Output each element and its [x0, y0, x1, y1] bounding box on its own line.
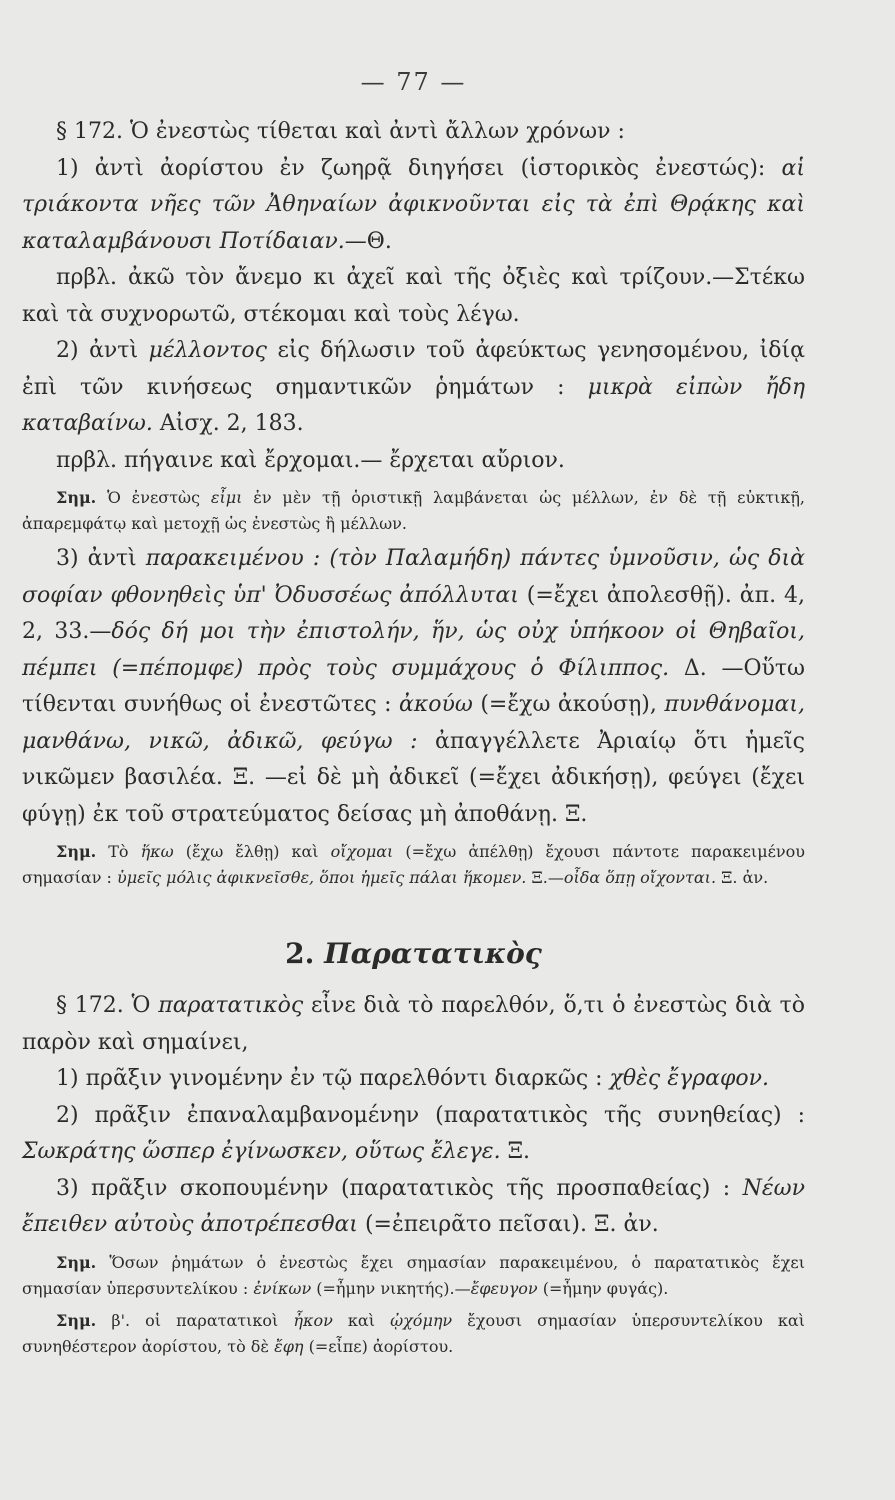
- section-2-heading: [22, 988, 805, 1061]
- imperfect-note-2: [22, 1308, 805, 1360]
- page-number: — 77 —: [360, 68, 467, 96]
- note-2-em-d: οἶδα ὅπῃ οἴχονται.: [563, 868, 717, 887]
- item-1-compare-text: πρβλ. ἀκῶ τὸν ἄνεμο κι ἀχεῖ καὶ τῆς ὀξιὲς καὶ τρίζουν.—Στέκω καὶ τὰ συχνορωτῶ, στέκομαι καὶ τοὺς λέγω.: [22, 265, 805, 327]
- item-3-text-c: —Οὕτω τίθενται συνήθως οἱ ἐνεστῶτες :: [22, 655, 805, 717]
- imperfect-item-3-text: 3) πρᾶξιν σκοπουμένην (παρατατικὸς τῆς προσπαθείας) :: [56, 1175, 731, 1201]
- imperfect-note-1-text-c: (=ἦμην φυγάς).: [542, 1278, 669, 1298]
- note-2: [22, 839, 805, 891]
- item-3-verbs-b: πυνθάνομαι, μανθάνω, νικῶ, ἀδικῶ, φεύγω :: [22, 692, 806, 754]
- item-2-compare: [22, 443, 805, 480]
- imperfect-note-2-em-b: ᾠχόμην: [390, 1310, 453, 1330]
- item-3-example-c: πρὸς τοὺς συμμάχους ὁ Φίλιππος.: [258, 655, 670, 681]
- item-2-future: [22, 333, 805, 443]
- imperfect-item-2: [22, 1098, 805, 1171]
- item-1-text: 1) ἀντὶ ἀορίστου ἐν ζωηρᾷ διηγήσει (ἱστορικὸς ἐνεστώς):: [56, 155, 766, 181]
- item-3-gloss-c: (=ἔχω ἀκούσῃ),: [480, 692, 657, 717]
- imperfect-item-3: [22, 1171, 805, 1244]
- imperfect-note-2-text-a: β'. οἱ παρατατικοὶ: [111, 1310, 279, 1330]
- imperfect-note-1: [22, 1250, 805, 1302]
- imperfect-note-2-label: Σημ.: [56, 1310, 97, 1330]
- note-2-text-c: (=ἔχω ἀπέλθῃ) ἔχουσι πάντοτε παρακειμένου σημασίαν :: [22, 842, 805, 887]
- item-2-compare-text: πρβλ. πήγαινε καὶ ἔρχομαι.— ἔρχεται αὔριον.: [56, 447, 565, 473]
- imperfect-note-1-label: Σημ.: [56, 1252, 97, 1272]
- note-2-em-c: ὑμεῖς μόλις ἀφικνεῖσθε, ὅποι ἡμεῖς πάλαι ἥκομεν.: [117, 868, 527, 887]
- item-1-example: αἱ τριάκοντα νῆες τῶν Ἀθηναίων ἀφικνοῦνται εἰς τὰ ἐπὶ Θρᾴκης καὶ καταλαμβάνουσι Ποτίδαιαν.: [22, 155, 805, 254]
- section-172-heading-text: § 172. Ὁ ἐνεστὼς τίθεται καὶ ἀντὶ ἄλλων χρόνων :: [56, 119, 625, 144]
- note-2-text-e: Ξ. ἀν.: [721, 868, 769, 887]
- item-1-source: —Θ.: [344, 228, 392, 254]
- section-2-heading-b: εἶνε διὰ τὸ παρελθόν, ὅ,τι ὁ ἐνεστὼς διὰ τὸ παρὸν καὶ σημαίνει,: [22, 993, 805, 1055]
- item-3-gloss-b: (=πέπομφε): [112, 655, 244, 681]
- item-2-source: Αἰσχ. 2, 183.: [159, 411, 304, 436]
- item-3-prefix: 3) ἀντὶ: [56, 546, 137, 571]
- imperfect-item-2-text: 2) πρᾶξιν ἐπαναλαμβανομένην (παρατατικὸς τῆς συνηθείας) :: [56, 1102, 805, 1128]
- section-2-title: [22, 937, 805, 970]
- item-3-perfect: [22, 541, 805, 833]
- imperfect-note-1-em-b: ἔφευγον: [470, 1278, 538, 1298]
- section-2-title-text: Παρατατικὸς: [324, 937, 542, 970]
- imperfect-note-2-text-b: καὶ: [347, 1310, 375, 1330]
- section-172-heading: [22, 114, 805, 151]
- section-2-heading-em: παρατατικὸς: [158, 993, 304, 1018]
- imperfect-item-3-em: Νέων ἔπειθεν αὐτοὺς ἀποτρέπεσθαι: [22, 1175, 805, 1237]
- imperfect-note-2-em-a: ἦκον: [293, 1310, 333, 1330]
- note-2-text-d: Ξ.—: [531, 868, 564, 887]
- item-2-em: μέλλοντος: [148, 338, 267, 363]
- item-3-em: παρακειμένου :: [145, 546, 321, 571]
- note-1-text-b: ἐν μὲν τῇ ὁριστικῇ λαμβάνεται ὡς μέλλων, ἐν δὲ τῇ εὐκτικῇ, ἀπαρεμφάτῳ καὶ μετοχῇ ὡς ἐνεστὼς ἢ μέλλων.: [22, 488, 805, 533]
- imperfect-item-3-gloss: (=ἐπειρᾶτο πεῖσαι).: [364, 1212, 587, 1237]
- imperfect-item-1: [22, 1061, 805, 1098]
- note-2-text-b: (ἔχω ἔλθῃ) καὶ: [185, 842, 319, 861]
- item-3-gloss-a: (=ἔχει ἀπολεσθῇ).: [526, 582, 732, 608]
- imperfect-item-2-source: Ξ.: [507, 1139, 531, 1164]
- imperfect-item-1-text: 1) πρᾶξιν γινομένην ἐν τῷ παρελθόντι διαρκῶς :: [56, 1066, 603, 1091]
- section-2-heading-a: § 172. Ὁ: [56, 993, 151, 1018]
- item-3-example-d: ἀπαγγέλλετε Ἀριαίῳ ὅτι ἡμεῖς νικῶμεν βασιλέα. Ξ. —εἰ δὲ μὴ ἀδικεῖ (=ἔχει ἀδικήσῃ), φεύγει (ἔχει φύγῃ) ἐκ τοῦ στρατεύματος δείσας μὴ ἀποθάνῃ. Ξ.: [22, 728, 805, 827]
- item-1-aorist: [22, 151, 805, 261]
- imperfect-note-2-text-c: ἔχουσι σημασίαν ὑπερσυντελίκου καὶ συνηθέστερον ἀορίστου, τὸ δὲ: [22, 1310, 806, 1356]
- imperfect-note-1-em-a: ἐνίκων: [253, 1278, 312, 1298]
- note-1-em: εἶμι: [210, 488, 243, 507]
- item-3-example-b: δός δή μοι τὴν ἐπιστολήν, ἥν, ὡς οὐχ ὑπήκοον οἱ Θηβαῖοι, πέμπει: [22, 619, 805, 681]
- item-1-compare: [22, 260, 805, 333]
- note-2-label: Σημ.: [56, 842, 97, 861]
- item-2-prefix: 2) ἀντὶ: [56, 338, 139, 363]
- item-3-source-a: ἀπ. 4, 2, 33.—: [22, 582, 806, 644]
- note-1-text-a: Ὁ ἐνεστὼς: [107, 488, 201, 507]
- note-2-text-a: Τὸ: [108, 842, 129, 861]
- section-2-number: 2.: [285, 937, 315, 970]
- imperfect-note-1-text-b: (=ἦμην νικητής).—: [316, 1278, 471, 1298]
- imperfect-item-3-source: Ξ. ἀν.: [594, 1212, 659, 1237]
- item-2-text: εἰς δήλωσιν τοῦ ἀφεύκτως γενησομένου, ἰδίᾳ ἐπὶ τῶν κινήσεως σημαντικῶν ῥημάτων :: [22, 338, 805, 400]
- item-2-example: μικρὰ εἰπὼν ἤδη καταβαίνω.: [22, 374, 806, 436]
- note-2-em-a: ἥκω: [140, 842, 174, 861]
- imperfect-note-2-em-c: ἔφη: [274, 1336, 304, 1356]
- imperfect-note-2-text-d: (=εἶπε) ἀορίστου.: [308, 1336, 454, 1356]
- imperfect-item-1-em: χθὲς ἔγραφον.: [609, 1066, 770, 1091]
- item-3-example-a: (τὸν Παλαμήδη) πάντες ὑμνοῦσιν, ὡς διὰ σοφίαν φθονηθεὶς ὑπ' Ὀδυσσέως ἀπόλλυται: [22, 546, 805, 608]
- imperfect-item-2-em: Σωκράτης ὥσπερ ἐγίνωσκεν, οὕτως ἔλεγε.: [22, 1139, 501, 1164]
- note-1: [22, 485, 805, 537]
- note-2-em-b: οἴχομαι: [330, 842, 394, 861]
- item-3-source-b: Δ.: [683, 655, 707, 681]
- note-1-label: Σημ.: [56, 488, 97, 507]
- item-3-verbs-a: ἀκούω: [399, 692, 473, 717]
- imperfect-note-1-text-a: Ὅσων ῥημάτων ὁ ἐνεστὼς ἔχει σημασίαν παρακειμένου, ὁ παρατατικὸς ἔχει σημασίαν ὑπερσυντελίκου :: [22, 1252, 805, 1298]
